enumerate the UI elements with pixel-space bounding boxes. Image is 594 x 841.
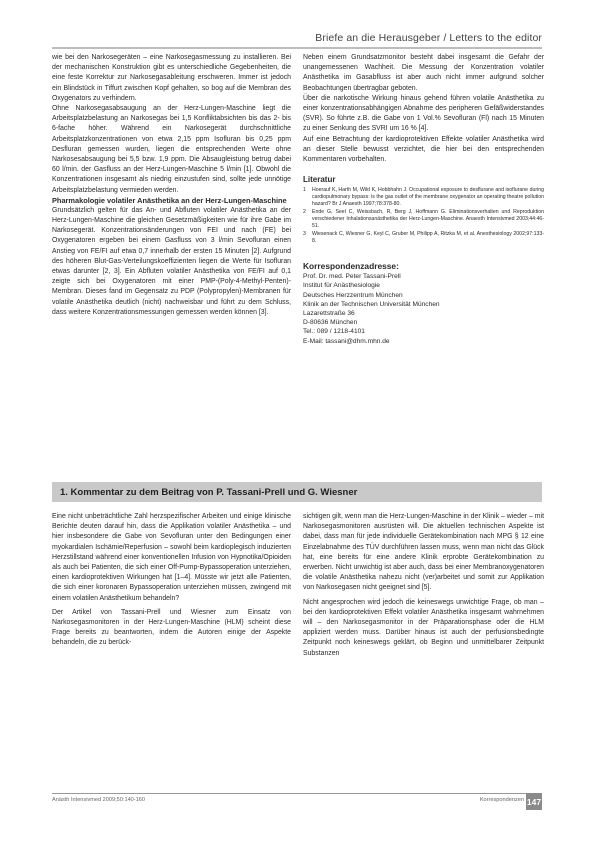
subheading: Pharmakologie volatiler Anästhetika an der Herz-Lungen-Maschine [52,195,287,205]
address-line: Klinik an der Technischen Universität München [303,300,440,308]
reference-item: 2 Ende G, Seel C, Weissbach, R, Berg J, Hoffmann G. Eliminationsverhalten und Reproduktion verschiedener Inhalationsanästhetika der Herz-Lungen-Maschine. Anaesth Intensivmed 2003;44:46-51. [303,209,544,230]
paragraph: Auf eine Betrachtung der kardioprotektiven Effekte volatiler Anästhetika wird an dieser Stelle bewusst verzichtet, die hier bei den entsprechenden Kommentaren vorbehalten. [303,135,544,164]
paragraph: Ohne Narkosegasabsaugung an der Herz-Lungen-Maschine liegt die Arbeitsplatzbelastung an Narkosegas bei 1,5 Konfliktabsichten bis das 2- bis 6-fache höher. Während ein Narkosegerät durchschnittliche Arbeitsplatzkonzentrationen von etwa 2,15 ppm Isofluran bis 0,25 ppm Desfluran gemessen wurden, liegen die entsprechenden Werte ohne Narkosesabsaugung bei 5,5 bzw. 1,9 ppm. Die Absaugleistung betrug dabei 60 l/min. der Gasfluss an der Herz-Lungen-Maschine 5 l/min [1]. Obwohl die Konzentrationen insgesamt als niedrig einzustufen sind, sollte jede unnötige Arbeitsplatzbelastung vermieden werden. [52,105,291,194]
correspondence-heading: Korrespondenzadresse: [303,261,399,272]
address-line: Deutsches Herzzentrum München [303,291,403,299]
page-number: 147 [526,793,542,810]
address-line: Institut für Anästhesiologie [303,282,380,290]
paragraph: Eine nicht unbeträchtliche Zahl herzspezifischer Arbeiten und einige klinische Berichte deuten darauf hin, dass die Applikation volatiler Anästhetika – und hier insbesondere die Gabe von Sevofluran unter den Bedingungen einer myokardialen Ischämie/Reperfusion – sowohl beim kardioplegisch induzierten Herzstillstand während einer konventionellen Infusion von Hypnotika/Opioiden als auch bei Patienten, die sich einer Off-Pump-Bypassoperation unterziehen, einen kardioprotektiven Wirkungen hat [1–4]. Müsste wir jetzt alle Patienten, die sich einer koronaren Bypassoperation unterziehen müssen, zwingend mit einem volatilen Anästhetikum behandeln? [52,513,291,602]
references-heading: Literatur [303,175,336,185]
reference-list [303,187,544,245]
reference-item: 3 Wiesenack C, Wiesner G, Keyl C, Gruber M, Philipp A, Ritzka M, et al. Anesthesiology 2002;97:133-8. [303,231,544,245]
running-header: Briefe an die Herausgeber / Letters to the editor [315,32,542,44]
paragraph: Über die narkotische Wirkung hinaus gehend führen volatile Anästhetika zu einer konzentrationsabhängigen Abnahme des peripheren Gefäßwiderstandes (SVR). So führte z.B. die Gabe von 1 Vol.% Sevofluran (Fl) nach 15 Minuten zu einer Senkung des SVRI um 16 % [4]. [303,94,544,133]
right-column-top [303,53,544,346]
paragraph: wie bei den Narkosegeräten – eine Narkosegasmessung zu installieren. Bei der mechanischen Konstruktion gibt es unterschiedliche Gegebenheiten, die eine feste Korrektur zur Narkosegasableitung erschweren. Immer ist jedoch ein Blindstück in Tiffurt zwischen Kopf gehalten, so bog auf die Membran des Oxygenators zu verhindern. [52,54,291,102]
paragraph: Neben einem Grundsatzmonitor besteht dabei insgesamt die Gefahr der unangemessenen Wachheit. Die Messung der Konzentration volatiler Anästhetika im Gasabfluss ist aber auch nicht immer aufgrund solcher Beobachtungen übertragbar geboten. [303,54,544,92]
correspondence-address [303,272,544,346]
address-line: Tel.: 089 / 1218-4101 [303,328,365,336]
section-title-bar [52,482,542,502]
reference-item: 1 Hoerauf K, Harth M, Wild K, Hobbhahn J. Occupational exposure to desflurane and isoflurane during cardiopulmonary bypass: is the gas outlet of the membrane oxygenator an operating theatre pollution hazard? Br J Anaesth 1997;78:378-80. [303,187,544,208]
email-link[interactable]: E-Mail: tassani@dhm.mhn.de [303,337,390,345]
footer-citation: Anästh Intensivmed 2009;50:140-160 [52,797,145,803]
left-column-bottom [52,512,291,649]
left-column-top [52,53,291,318]
paragraph: Grundsätzlich gelten für das An- und Abfluten volatiler Anästhetika an der Herz-Lungen-Maschine die gleichen Gesetzmäßigkeiten wie für ihre Gabe im Narkosegerät. Konzentrationsänderungen von FEI und nach (FE) bei Oxygenatoren ergeben bei einem Gasfluss von 3 l/min Sevofluran einen Anstieg von FE/FI auf etwa 0,7 innerhalb der ersten 15 Minuten [2]. Aufgrund des höheren Blut-Gas-Verteilungskoeffizienten liegen die Werte für Isofluran etwas darunter [2, 3]. Ein Abfluten volatiler Anästhetika von FE/FI auf 0,1 zeigte sich bei Oxygenatoren mit einer PMP-(Poly-4-Methyl-Penten)-Membran. Dieses fand im Gegensatz zu PDP (Polypropylen)-Membranen für volatile Anästhetika deutlich (nicht) nachweisbar und führt zu dem Schluss, dass weitere Konzentrationsmessungen gemessen werden können [3]. [52,206,291,316]
header-divider [52,47,542,49]
footer-section-label: Korrespondenzen [479,797,524,803]
paragraph: Der Artikel von Tassani-Prell und Wiesner zum Einsatz von Narkosegasmonitoren in der Herz-Lungen-Maschine (HLM) scheint diese Frage bereits zu beantworten, indem die Autoren einige der Aspekte behandeln, die zu berück- [52,608,291,647]
right-column-bottom [303,512,544,659]
paragraph: Nicht angesprochen wird jedoch die keineswegs unwichtige Frage, ob man – bei den kardioprotektiven Effekt volatiler Anästhetika insgesamt wahrnehmen will – den Narkosegasmonitor in der Präparationsphase oder die HLM appliziert werden muss. Darüber hinaus ist auch der perfusionsbedingte Zeitpunkt noch keineswegs geklärt, ob Beginn und unmittelbarer Zeitpunkt Substanzen [303,598,544,657]
address-line: D-80636 München [303,319,358,327]
footer-divider [52,793,542,794]
address-line: Lazarettstraße 36 [303,310,355,318]
address-line: Prof. Dr. med. Peter Tassani-Prell [303,273,401,281]
paragraph: sichtigen gilt, wenn man die Herz-Lungen-Maschine in der Klinik – wieder – mit Narkosegasmonitoren ausrüsten will. Die aktuellen technischen Aspekte ist dabei, dass man für jede individuelle Gerätekombination nach MPG § 12 eine Einzelabnahme des TÜV durchführen lassen muss, wenn man nicht das Glück hat, eine bereits für eine andere Klinik erprobte Gerätekombination zu erwerben. Nicht unwichtig ist aber auch, dass bei einer Membranoxygenatoren die volatile Anästhetika nahezu nicht (ver)arbeitet und somit zur Applikation von Narkosegasen nicht geeignet sind [5]. [303,513,544,592]
section-title: 1. Kommentar zu dem Beitrag von P. Tassani-Prell und G. Wiesner [60,486,358,498]
